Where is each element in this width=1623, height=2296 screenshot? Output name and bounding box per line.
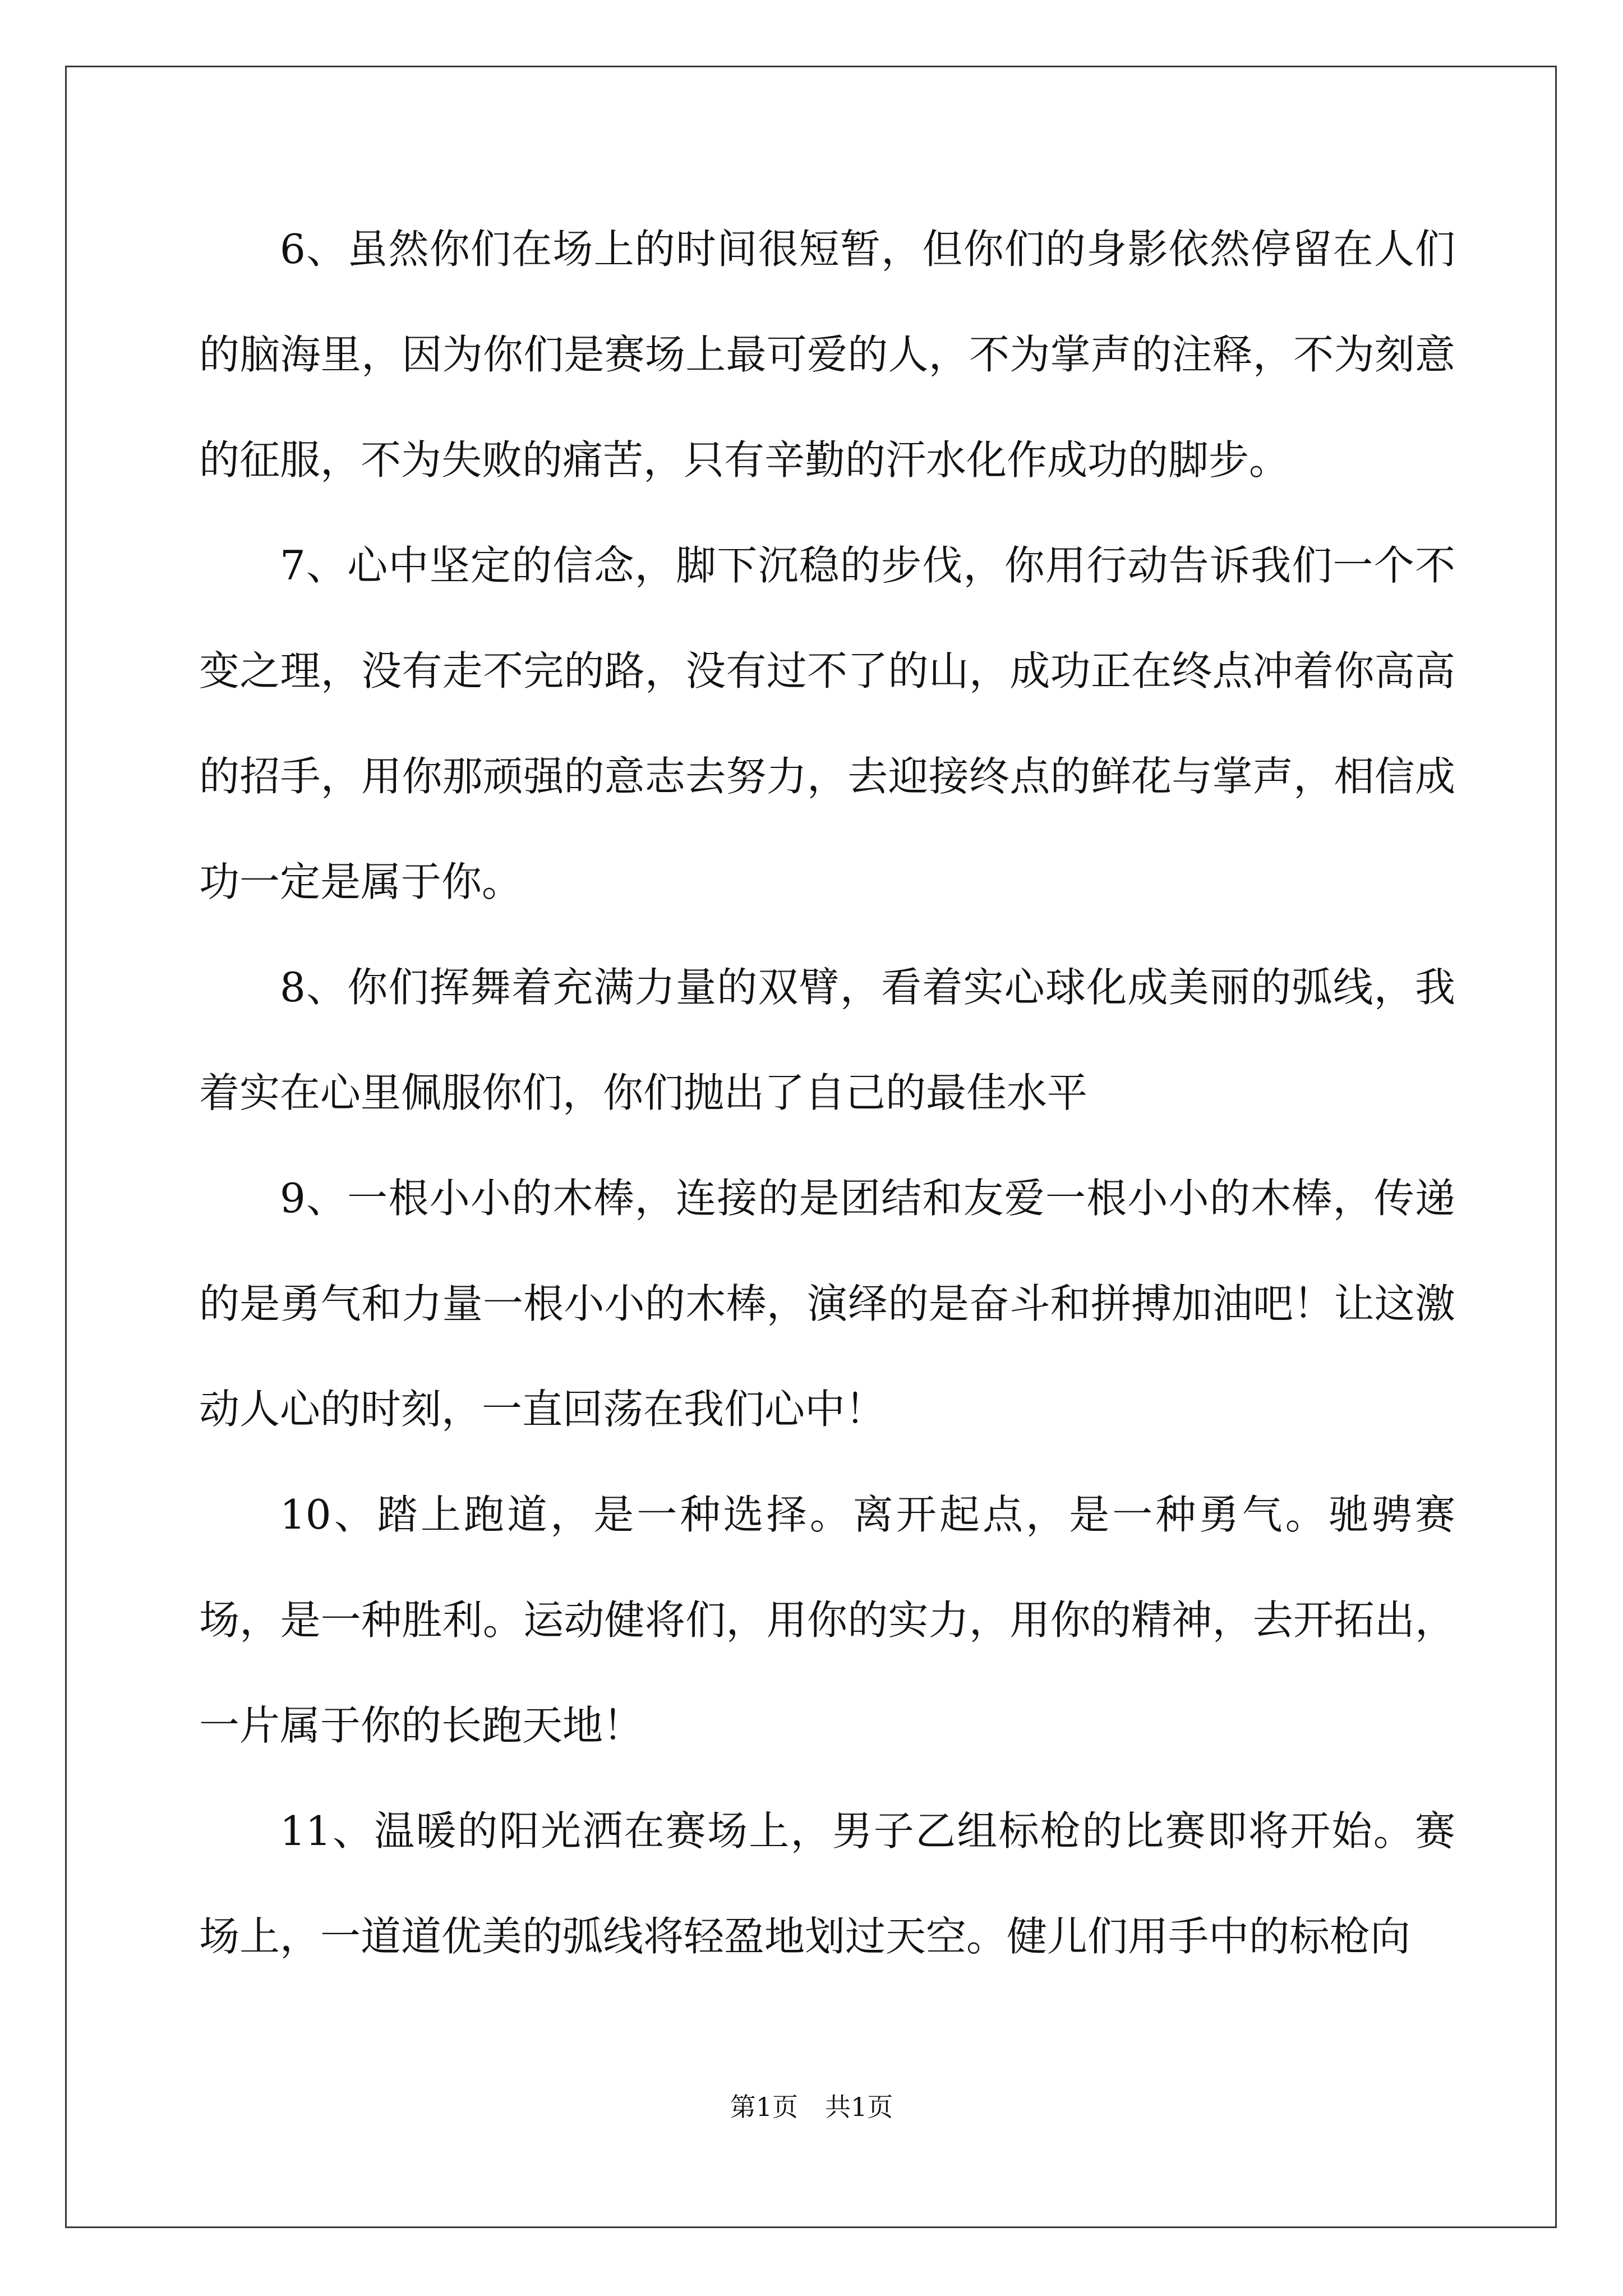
document-body (199, 196, 1455, 1989)
paragraph-7: 7、心中坚定的信念，脚下沉稳的步伐，你用行动告诉我们一个不变之理，没有走不完的路，没有过不了的山，成功正在终点冲着你高高的招手，用你那顽强的意志去努力，去迎接终点的鲜花与掌声，相信成功一定是属于你。 (199, 542, 1455, 905)
paragraph-11: 11、温暖的阳光洒在赛场上，男子乙组标枪的比赛即将开始。赛场上，一道道优美的弧线将轻盈地划过天空。健儿们用手中的标枪向 (199, 1807, 1455, 1960)
page-total: 共1页 (825, 2092, 893, 2122)
page-footer (0, 2087, 1623, 2124)
page-number: 第1页 (730, 2092, 798, 2122)
paragraph-6: 6、虽然你们在场上的时间很短暂，但你们的身影依然停留在人们的脑海里，因为你们是赛场上最可爱的人，不为掌声的注释，不为刻意的征服，不为失败的痛苦，只有辛勤的汗水化作成功的脚步。 (199, 226, 1455, 484)
paragraph-9: 9、一根小小的木棒，连接的是团结和友爱一根小小的木棒，传递的是勇气和力量一根小小的木棒，演绎的是奋斗和拼搏加油吧！让这激动人心的时刻，一直回荡在我们心中！ (199, 1175, 1455, 1433)
paragraph-8: 8、你们挥舞着充满力量的双臂，看着实心球化成美丽的弧线，我着实在心里佩服你们，你们抛出了自己的最佳水平 (199, 964, 1455, 1116)
paragraph-10: 10、踏上跑道，是一种选择。离开起点，是一种勇气。驰骋赛场，是一种胜利。运动健将们，用你的实力，用你的精神，去开拓出，一片属于你的长跑天地！ (199, 1491, 1455, 1749)
